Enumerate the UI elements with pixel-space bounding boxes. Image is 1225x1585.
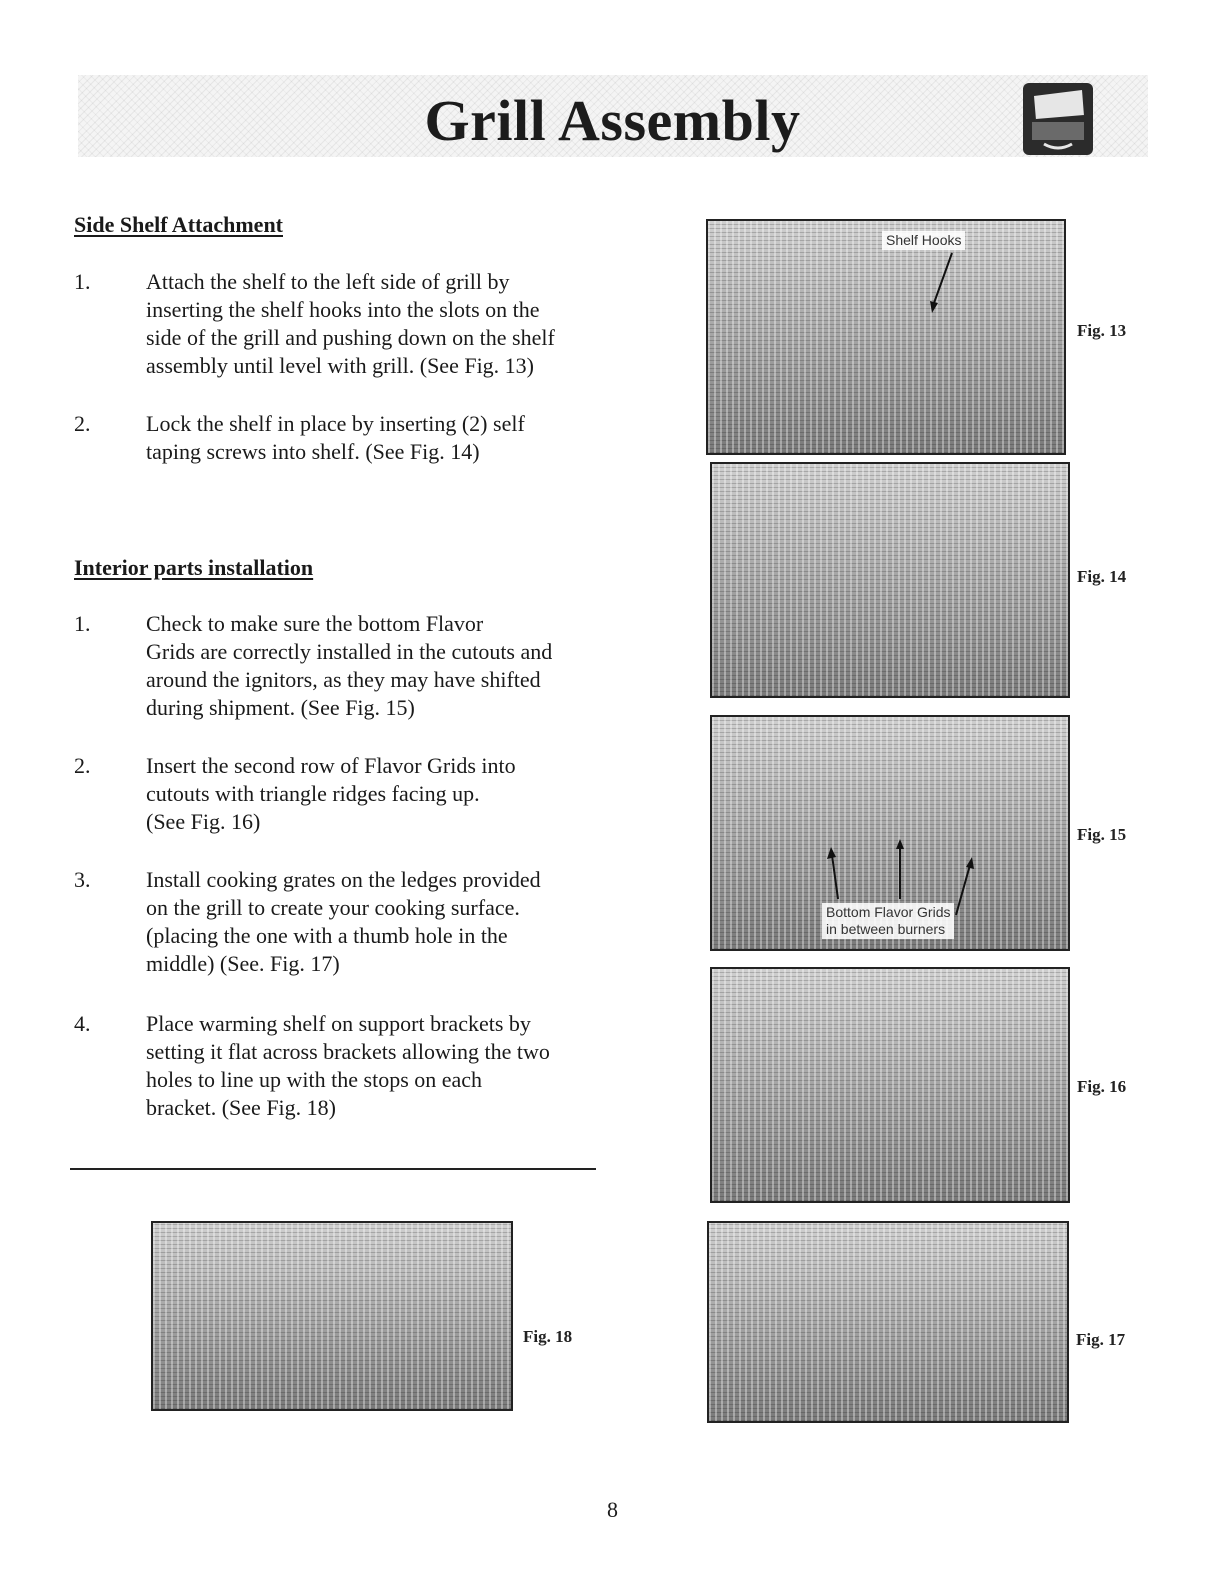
step-number: 4.	[74, 1011, 91, 1036]
step-number: 1.	[74, 611, 91, 636]
fig18-photo	[151, 1221, 513, 1411]
fig15-callout-line: Bottom Flavor Grids	[826, 904, 951, 920]
step-line: side of the grill and pushing down on the shelf	[146, 325, 555, 350]
step-number: 2.	[74, 753, 91, 778]
section-divider	[70, 1168, 596, 1170]
step-number: 1.	[74, 269, 91, 294]
fig14-photo	[710, 462, 1070, 698]
fig16-photo	[710, 967, 1070, 1203]
step-line: Check to make sure the bottom Flavor	[146, 611, 484, 636]
fig15-label: Fig. 15	[1077, 825, 1127, 844]
fig16-label: Fig. 16	[1077, 1077, 1127, 1096]
step-line: Install cooking grates on the ledges provided	[146, 867, 541, 892]
step-line: Insert the second row of Flavor Grids into	[146, 753, 516, 778]
fig14-label: Fig. 14	[1077, 567, 1127, 586]
step-line: around the ignitors, as they may have shifted	[146, 667, 541, 692]
fig17-photo	[707, 1221, 1069, 1423]
step-line: during shipment. (See Fig. 15)	[146, 695, 415, 720]
step-line: assembly until level with grill. (See Fig. 13)	[146, 353, 535, 378]
step-line: Place warming shelf on support brackets by	[146, 1011, 531, 1036]
fig13-callout: Shelf Hooks	[882, 231, 965, 250]
grill-icon	[1022, 82, 1094, 156]
fig15-callout	[822, 903, 954, 939]
section-heading-side-shelf: Side Shelf Attachment	[74, 212, 283, 237]
step-number: 2.	[74, 411, 91, 436]
step-line: Lock the shelf in place by inserting (2) self	[146, 411, 525, 436]
step-line: middle) (See. Fig. 17)	[146, 951, 340, 976]
step-line: (See Fig. 16)	[146, 809, 261, 834]
page-title: Grill Assembly	[424, 88, 801, 153]
fig17-label: Fig. 17	[1076, 1330, 1126, 1349]
page-number: 8	[607, 1497, 618, 1522]
step-line: on the grill to create your cooking surface.	[146, 895, 520, 920]
step-line: (placing the one with a thumb hole in the	[146, 923, 508, 948]
step-line: bracket. (See Fig. 18)	[146, 1095, 336, 1120]
fig13-label: Fig. 13	[1077, 321, 1127, 340]
step-line: inserting the shelf hooks into the slots on the	[146, 297, 540, 322]
fig18-label: Fig. 18	[523, 1327, 573, 1346]
fig13-photo	[706, 219, 1066, 455]
step-line: holes to line up with the stops on each	[146, 1067, 483, 1092]
step-line: Grids are correctly installed in the cutouts and	[146, 639, 553, 664]
fig13-arrow	[708, 221, 1064, 453]
step-line: setting it flat across brackets allowing the two	[146, 1039, 550, 1064]
step-line: cutouts with triangle ridges facing up.	[146, 781, 480, 806]
section-heading-interior: Interior parts installation	[74, 555, 314, 580]
step-number: 3.	[74, 867, 91, 892]
fig15-callout-line: in between burners	[826, 921, 946, 937]
step-line: taping screws into shelf. (See Fig. 14)	[146, 439, 480, 464]
fig15-photo	[710, 715, 1070, 951]
step-line: Attach the shelf to the left side of grill by	[146, 269, 510, 294]
